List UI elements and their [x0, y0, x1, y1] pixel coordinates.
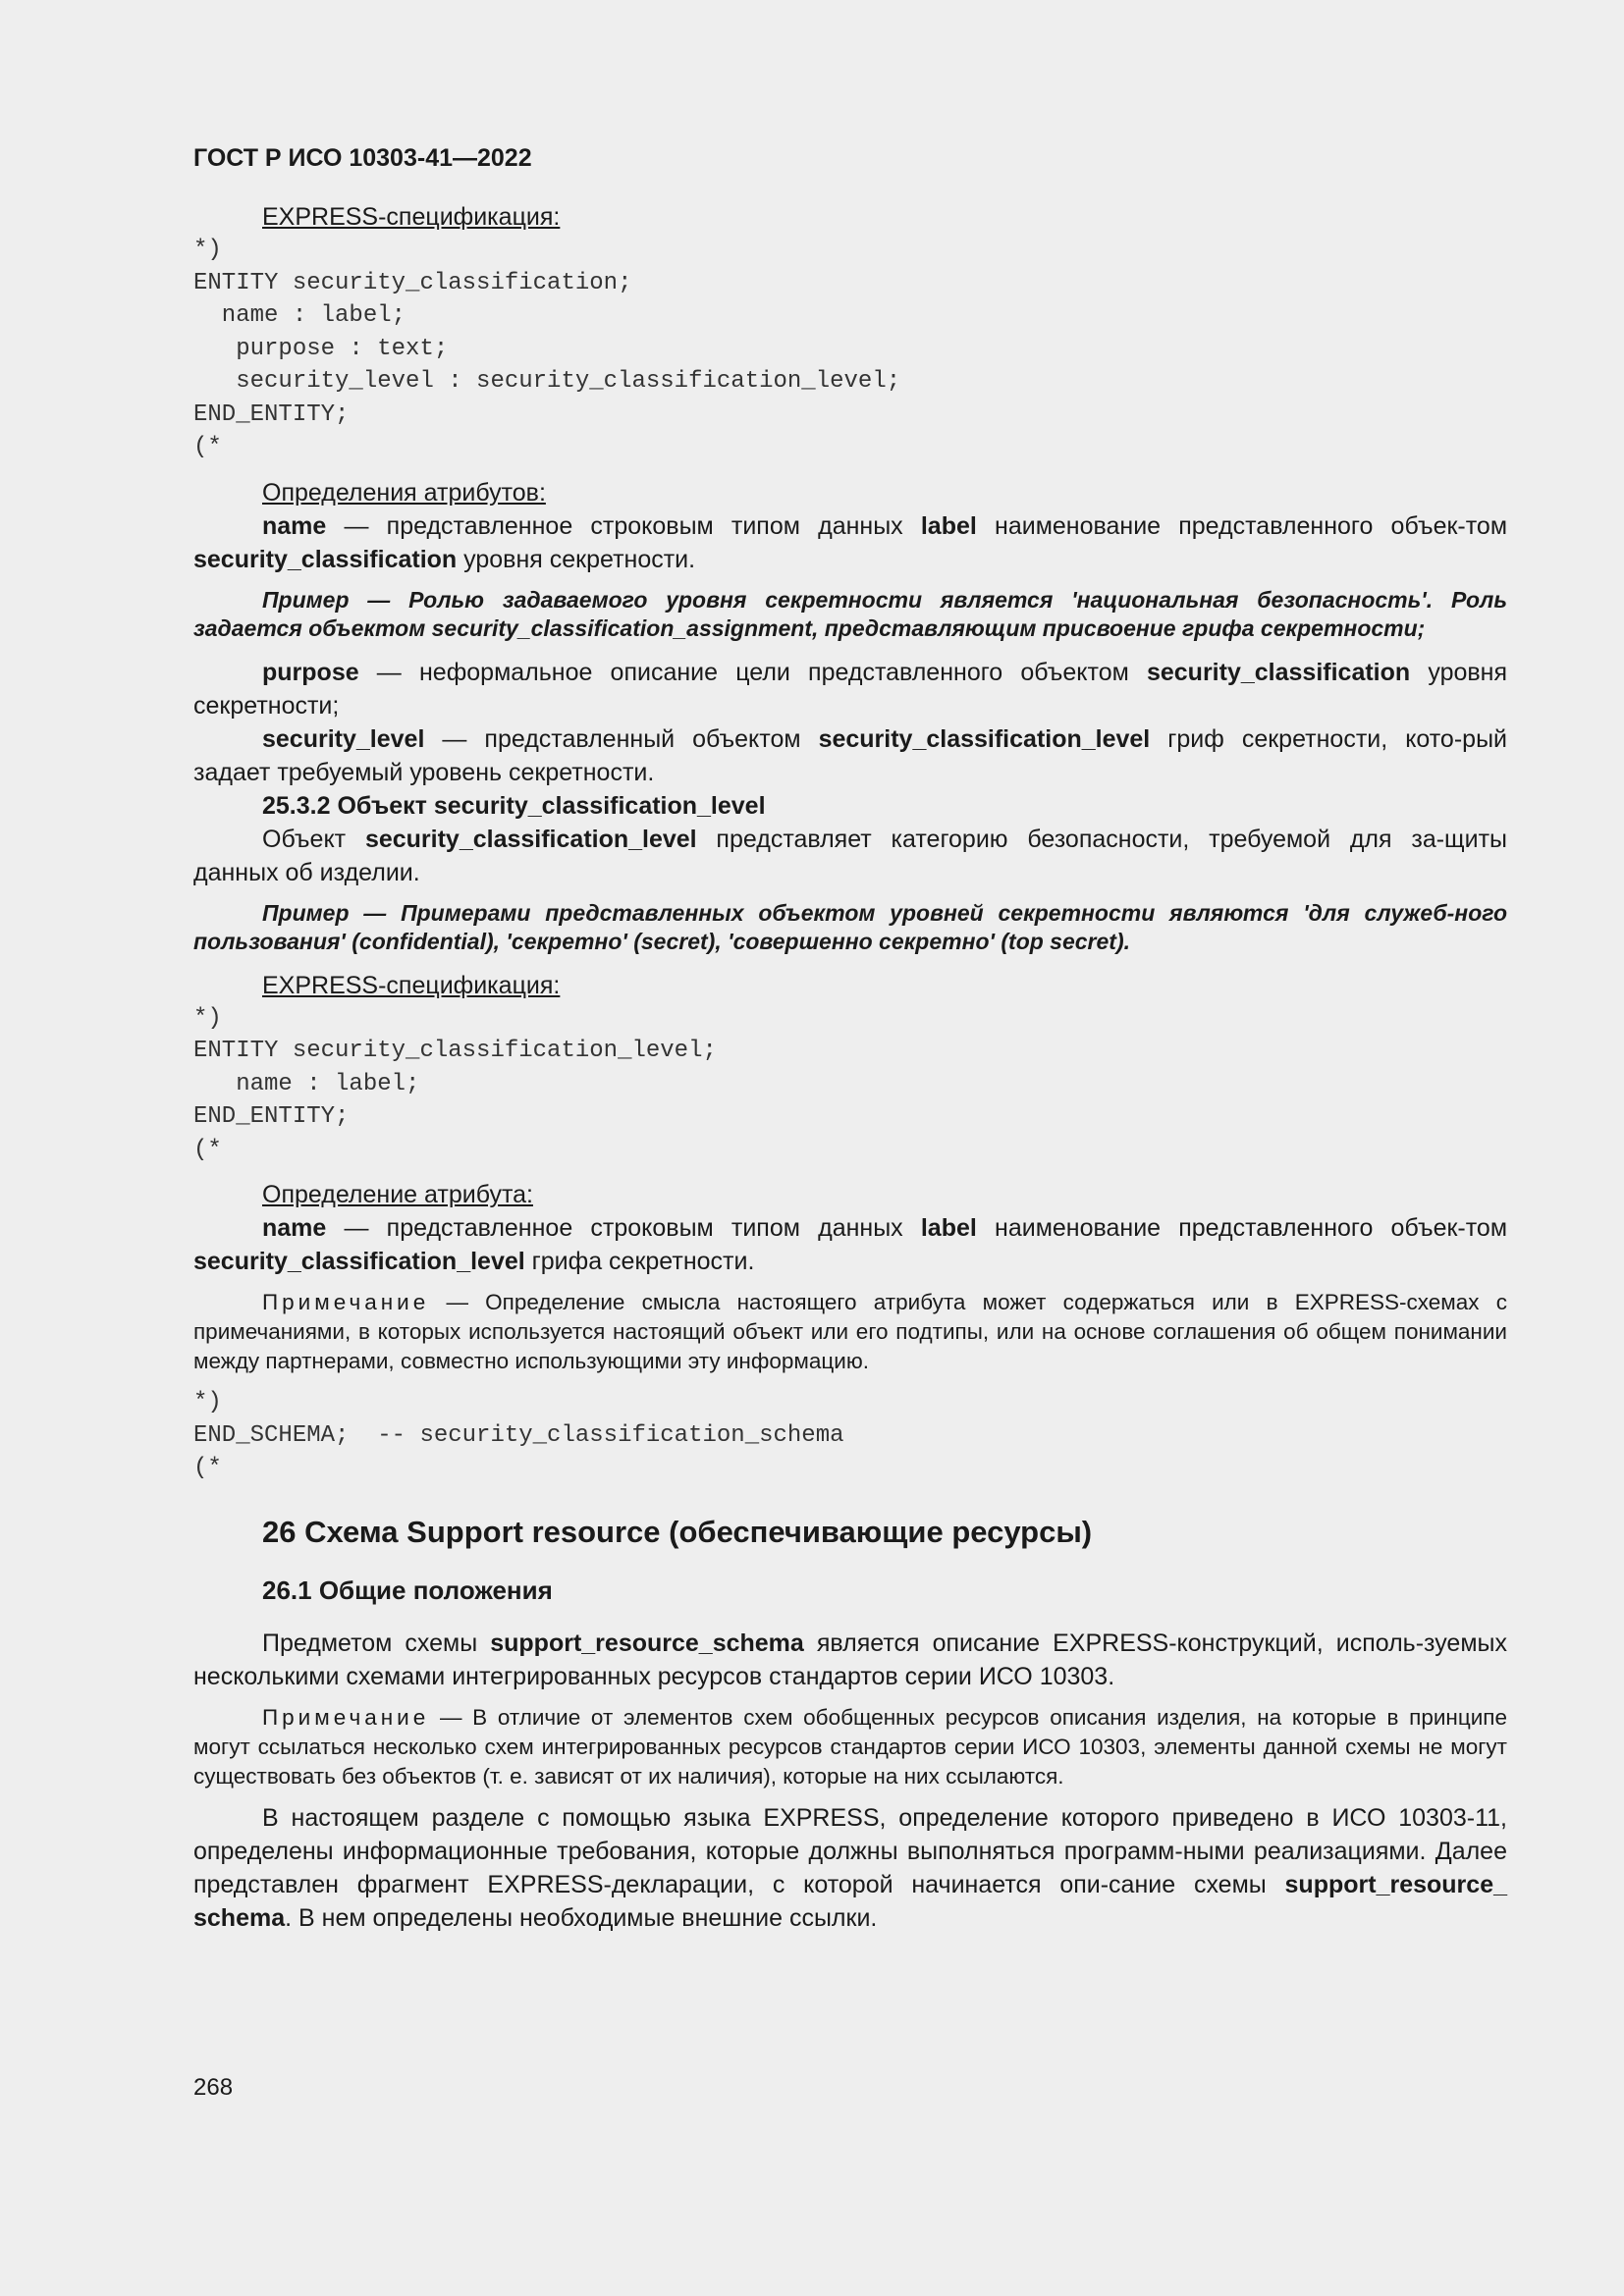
term: purpose: [262, 658, 359, 686]
term: name: [262, 511, 327, 540]
term: security_classification_level: [364, 825, 697, 853]
text: является описание EXPRESS-конструкций, исполь-зуемых несколькими схемами интегрированных ресурсов стандартов серии ИСО 10303.: [193, 1629, 1507, 1690]
text: гриф секретности, кото-рый задает требуемый уровень секретности.: [193, 724, 1508, 786]
note-text: — В отличие от элементов схем обобщенных ресурсов описания изделия, на которые в принципе могут ссылаться несколько схем интегрированных ресурсов стандартов серии ИСО 10303, элементы данной схемы не могут существовать без объектов (т. е. зависят от их наличия), которые на них ссылаются.: [193, 1704, 1507, 1789]
express-code-block: *) END_SCHEMA; -- security_classification_schema (*: [193, 1389, 844, 1481]
term: security_classification: [193, 545, 458, 573]
note-label: Примечание: [262, 1704, 430, 1730]
text: — представленное строковым типом данных: [326, 1214, 921, 1242]
text: грифа секретности.: [524, 1248, 755, 1275]
name-definition: [193, 1211, 1507, 1278]
page-number: 268: [193, 2074, 234, 2101]
subsection-heading: 25.3.2 Объект security_classification_level: [262, 791, 766, 820]
term: label: [920, 511, 977, 540]
attributes-label: [193, 476, 1507, 509]
document-header: ГОСТ Р ИСО 10303-41—2022: [193, 144, 532, 172]
text: В настоящем разделе с помощью языка EXPRESS, определение которого приведено в ИСО 10303-11, определены информационные требования, которые должны выполняться программ-ными реализациями. Далее представлен фрагмент EXPRESS-декларации, с которой начинается опи-сание схемы: [193, 1803, 1507, 1898]
subsection-heading: 26.1 Общие положения: [262, 1575, 553, 1605]
text: Предметом схемы: [262, 1629, 491, 1657]
object-description: [193, 823, 1507, 889]
term: security_classification: [1146, 658, 1411, 686]
express-spec-label-text: EXPRESS-спецификация:: [262, 203, 561, 231]
note: [193, 1288, 1507, 1376]
text: уровня секретности;: [193, 658, 1507, 720]
attributes-label-text: Определения атрибутов:: [262, 478, 546, 507]
note-text: — Определение смысла настоящего атрибута может содержаться или в EXPRESS-схемах с примечаниями, в которых используется настоящий объект или его подтипы, или на основе соглашения об общем понимании между партнерами, совместно использующими эту информацию.: [193, 1290, 1507, 1373]
note: [193, 1703, 1507, 1791]
term: support_resource_schema: [490, 1629, 804, 1657]
text: представляет категорию безопасности, требуемой для за-щиты данных об изделии.: [193, 825, 1507, 886]
term: support_resource_ schema: [193, 1870, 1507, 1932]
final-paragraph: [193, 1801, 1507, 1935]
term: name: [262, 1214, 327, 1242]
text: — представленное строковым типом данных: [326, 511, 921, 540]
example-note: Пример — Ролью задаваемого уровня секретности является 'национальная безопасность'. Роль задается объектом security_classification_assignment, представляющим присвоение грифа секретности;: [193, 586, 1507, 641]
term: label: [920, 1214, 977, 1242]
intro-paragraph: [193, 1627, 1507, 1693]
text: наименование представленного объек-том: [976, 511, 1508, 540]
term: security_classification_level: [818, 724, 1151, 753]
text: Объект: [262, 825, 365, 853]
name-definition: [193, 509, 1507, 576]
security-level-definition: [193, 722, 1507, 789]
page-content: [193, 143, 1507, 1935]
express-code-block: *) ENTITY security_classification; name : label; purpose : text; security_level : security_classification_level; END_ENTITY; (*: [193, 237, 901, 460]
purpose-definition: [193, 656, 1507, 722]
attribute-label-text: Определение атрибута:: [262, 1181, 533, 1208]
text: уровня секретности.: [457, 545, 696, 573]
example-note: Пример — Примерами представленных объектом уровней секретности являются 'для служеб-ного пользования' (confidential), 'секретно' (secret), 'совершенно секретно' (top secret).: [193, 899, 1507, 954]
express-code-block: *) ENTITY security_classification_level; name : label; END_ENTITY; (*: [193, 1004, 717, 1163]
express-spec-label: [193, 969, 1507, 1002]
text: — неформальное описание цели представленного объектом: [358, 658, 1147, 686]
express-spec-label-text: EXPRESS-спецификация:: [262, 971, 561, 999]
section-heading: 26 Схема Support resource (обеспечивающие ресурсы): [262, 1514, 1093, 1549]
note-label: Примечание: [262, 1290, 430, 1314]
express-spec-label: [193, 200, 1507, 234]
attribute-label: [193, 1178, 1507, 1211]
text: . В нем определены необходимые внешние ссылки.: [285, 1903, 878, 1932]
term: security_classification_level: [193, 1248, 525, 1275]
term: security_level: [262, 724, 425, 753]
text: — представленный объектом: [424, 724, 819, 753]
text: наименование представленного объек-том: [976, 1214, 1508, 1242]
